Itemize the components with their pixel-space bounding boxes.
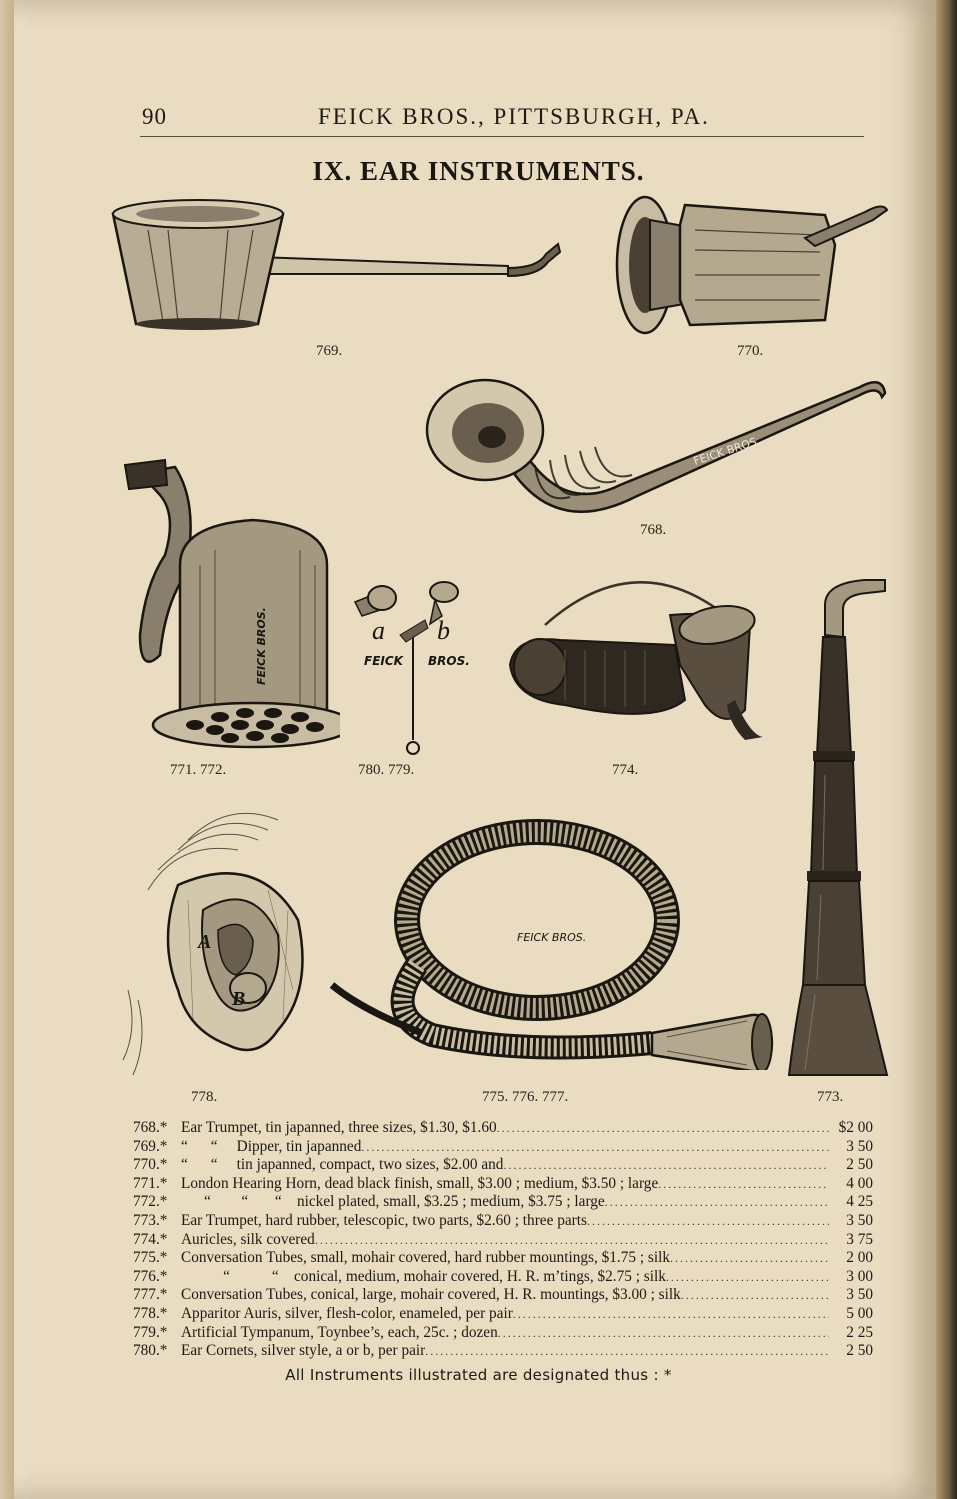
page-edge-shadow <box>936 0 957 1499</box>
label-a: a <box>372 616 385 645</box>
dipper-illustration <box>108 196 568 336</box>
ear-cornets-tympanum-illustration <box>350 580 470 760</box>
stamp-775: FEICK BROS. <box>517 931 587 944</box>
ear-trumpet-illustration <box>420 365 890 525</box>
caption-768: 768. <box>640 522 667 538</box>
listing-row: 771.* London Hearing Horn, dead black finish, small, $3.00 ; medium, $3.50 ; large ..... 4 00 <box>133 1175 873 1194</box>
caption-773: 773. <box>817 1089 844 1105</box>
label-B: B <box>232 988 246 1010</box>
conversation-tube-illustration <box>322 815 777 1070</box>
ear-apparitor-illustration <box>118 790 328 1080</box>
listing-row: 770.* “ “ tin japanned, compact, two sizes, $2.00 and ..... 2 50 <box>133 1156 873 1175</box>
caption-775-777: 775. 776. 777. <box>482 1089 569 1105</box>
section-title: IX. EAR INSTRUMENTS. <box>312 156 645 186</box>
price-listing <box>133 1119 873 1361</box>
listing-row: 780.* Ear Cornets, silver style, a or b, per pair ..... 2 50 <box>133 1342 873 1361</box>
caption-774: 774. <box>612 762 639 778</box>
caption-770: 770. <box>737 343 764 359</box>
stamp-768: FEICK BROS. <box>691 434 762 468</box>
caption-771-772: 771. 772. <box>170 762 227 778</box>
caption-778: 778. <box>191 1089 218 1105</box>
label-A: A <box>198 931 212 953</box>
stamp-779: BROS. <box>428 654 470 668</box>
listing-row: 768.* Ear Trumpet, tin japanned, three sizes, $1.30, $1.60 ..... $2 00 <box>133 1119 873 1138</box>
listing-row: 775.* Conversation Tubes, small, mohair covered, hard rubber mountings, $1.75 ; silk ..... 2 00 <box>133 1249 873 1268</box>
listing-row: 769.* “ “ Dipper, tin japanned ..... 3 50 <box>133 1138 873 1157</box>
london-hearing-horn-illustration <box>105 455 340 755</box>
running-head: FEICK BROS., PITTSBURGH, PA. <box>318 104 710 129</box>
compact-trumpet-illustration <box>605 190 895 340</box>
header-rule <box>140 136 864 137</box>
caption-780-779: 780. 779. <box>358 762 415 778</box>
page-number: 90 <box>142 104 167 129</box>
listing-row: 779.* Artificial Tympanum, Toynbee’s, each, 25c. ; dozen ..... 2 25 <box>133 1324 873 1343</box>
footnote: All Instruments illustrated are designated thus : * <box>285 1366 672 1384</box>
label-b: b <box>437 616 450 645</box>
listing-row: 772.* “ “ “ nickel plated, small, $3.25 ; medium, $3.75 ; large ..... 4 25 <box>133 1193 873 1212</box>
auricles-illustration <box>505 555 765 755</box>
caption-769: 769. <box>316 343 343 359</box>
listing-row: 774.* Auricles, silk covered ..... 3 75 <box>133 1231 873 1250</box>
page-gutter <box>0 0 14 1499</box>
listing-row: 777.* Conversation Tubes, conical, large, mohair covered, H. R. mountings, $3.00 ; silk ..... 3 50 <box>133 1286 873 1305</box>
telescopic-trumpet-illustration <box>785 575 895 1080</box>
listing-row: 778.* Apparitor Auris, silver, flesh-color, enameled, per pair ..... 5 00 <box>133 1305 873 1324</box>
listing-row: 776.* “ “ conical, medium, mohair covered, H. R. m’tings, $2.75 ; silk ..... 3 00 <box>133 1268 873 1287</box>
stamp-771: FEICK BROS. <box>255 607 268 685</box>
stamp-780: FEICK <box>364 654 403 668</box>
listing-row: 773.* Ear Trumpet, hard rubber, telescopic, two parts, $2.60 ; three parts ..... 3 50 <box>133 1212 873 1231</box>
